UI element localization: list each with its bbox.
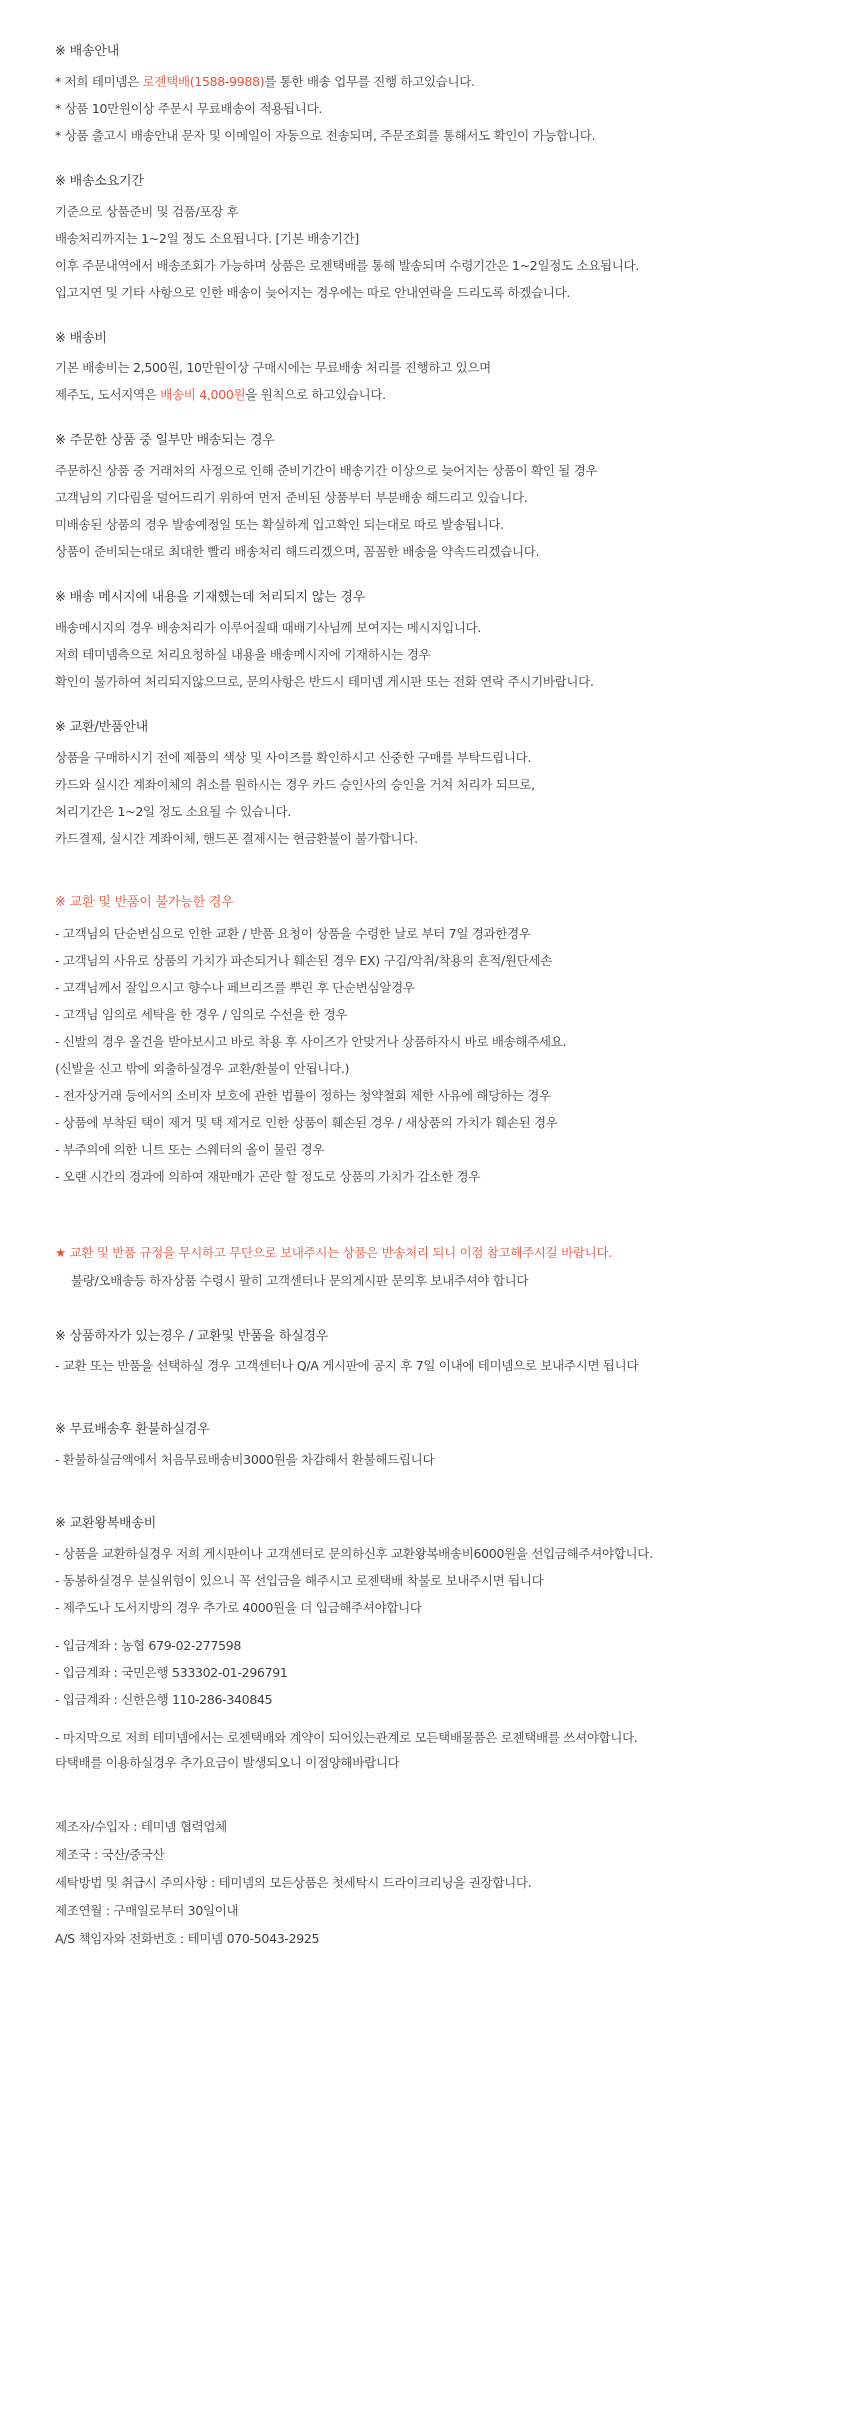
roundtrip-section: [55, 1514, 800, 1773]
product-info-footer: [55, 1817, 800, 1949]
not-allowed-item: - 고객님 임의로 세탁을 한 경우 / 임의로 수선을 한 경우: [55, 1006, 348, 1022]
closing-note: [55, 1728, 800, 1773]
section-partial_delivery: [55, 431, 800, 562]
text-run: 확인이 불가하여 처리되지않으므로, 문의사항은 반드시 테미넴 게시판 또는 전화 연락 주시기바랍니다.: [55, 673, 594, 689]
spacer: [55, 1496, 800, 1514]
spacer: [55, 1317, 800, 1327]
account-line: - 입금계좌 : 국민은행 533302-01-296791: [55, 1664, 288, 1680]
text-run: 기본 배송비는 2,500원, 10만원이상 구매시에는 무료배송 처리를 진행하고 있으며: [55, 360, 491, 376]
date-line: 제조연월 : 구매일로부터 30일이내: [55, 1902, 239, 1918]
section-line: [55, 385, 800, 405]
section-exchange_info: [55, 718, 800, 849]
section-line: [55, 256, 800, 276]
section-heading: ※ 배송소요기간: [55, 173, 144, 189]
text-run: 을 원칙으로 하고있습니다.: [245, 387, 386, 403]
highlight-text: 로젠택배(1588-9988): [142, 73, 265, 89]
section-line: [55, 358, 800, 378]
refund-line: - 환불하실금액에서 처음무료배송비3000원을 차감해서 환불해드립니다: [55, 1452, 435, 1468]
text-run: 미배송된 상품의 경우 발송예정일 또는 확실하게 입고확인 되는대로 따로 발송됩니다.: [55, 517, 504, 533]
section-line: [55, 775, 800, 795]
closing-line: 타택배를 이용하실경우 추가요금이 발생되오니 이점양해바랍니다: [55, 1754, 400, 1770]
spacer: [55, 875, 800, 893]
highlight-text: 배송비 4,000원: [160, 387, 246, 403]
care-line: 세탁방법 및 취급시 주의사항 : 테미넴의 모든상품은 첫세탁시 드라이크리닝을 권장합니다.: [55, 1874, 532, 1890]
text-run: 처리기간은 1~2일 정도 소요될 수 있습니다.: [55, 803, 291, 819]
text-run: 카드결제, 실시간 계좌이체, 핸드폰 결제시는 현금환불이 불가합니다.: [55, 830, 418, 846]
text-run: 고객님의 기다림을 덜어드리기 위하여 먼저 준비된 상품부터 부분배송 해드리고 있습니다.: [55, 490, 528, 506]
defect-section: [55, 1327, 800, 1377]
spacer: [55, 1402, 800, 1420]
section-line: [55, 283, 800, 303]
section-delivery_time: [55, 172, 800, 303]
warning-subline: 불량/오배송등 하자상품 수령시 팔히 고객센터나 문의게시판 문의후 보내주셔야 합니다: [71, 1272, 529, 1288]
section-heading: ※ 배송 메시지에 내용을 기재했는데 처리되지 않는 경우: [55, 590, 366, 606]
as-contact-line: A/S 책임자와 전화번호 : 테미넴 070-5043-2925: [55, 1930, 320, 1946]
text-run: * 상품 10만원이상 주문시 무료배송이 적용됩니다.: [55, 100, 323, 116]
section-delivery_message: [55, 588, 800, 692]
text-run: 를 통한 배송 업무를 진행 하고있습니다.: [264, 73, 475, 89]
not-allowed-item: - 고객님께서 잘입으시고 향수나 페브리즈를 뿌린 후 단순변심알경우: [55, 979, 415, 995]
not-allowed-item: - 고객님의 단순변심으로 인한 교환 / 반품 요청이 상품을 수령한 날로 부터 7일 경과한경우: [55, 925, 531, 941]
text-run: * 저희 테미넴은: [55, 73, 143, 89]
not-allowed-item: - 전자상거래 등에서의 소비자 보호에 관한 법률이 정하는 청약철회 제한 사유에 해당하는 경우: [55, 1087, 551, 1103]
not-allowed-heading: ※ 교환 및 반품이 불가능한 경우: [55, 894, 234, 910]
section-delivery_fee: [55, 329, 800, 406]
section-line: [55, 72, 800, 92]
section-heading: ※ 교환/반품안내: [55, 719, 148, 735]
section-line: [55, 202, 800, 222]
roundtrip-line: - 제주도나 도서지방의 경우 추가로 4000원을 더 입금해주셔야합니다: [55, 1599, 422, 1615]
section-heading: ※ 배송안내: [55, 44, 120, 59]
warning-section: [55, 1243, 800, 1291]
section-line: [55, 748, 800, 768]
section-heading: ※ 배송비: [55, 330, 107, 346]
not-allowed-item: - 오랜 시간의 경과에 의하여 재판매가 곤란 할 정도로 상품의 가치가 감소한 경우: [55, 1168, 481, 1184]
policy-sections: [55, 42, 800, 849]
section-line: [55, 126, 800, 146]
account-list: [55, 1636, 800, 1710]
section-line: [55, 229, 800, 249]
refund-heading: ※ 무료배송후 환불하실경우: [55, 1422, 210, 1438]
text-run: 제주도, 도서지역은: [55, 387, 161, 403]
not-allowed-item: - 신발의 경우 올건을 받아보시고 바로 착용 후 사이즈가 안맞거나 상품하자시 바로 배송해주세요.: [55, 1033, 567, 1049]
account-line: - 입금계좌 : 신한은행 110-286-340845: [55, 1691, 273, 1707]
manufacturer-line: 제조자/수입자 : 테미넴 협력업체: [55, 1818, 227, 1834]
section-line: [55, 515, 800, 535]
text-run: 이후 주문내역에서 배송조회가 가능하며 상품은 로젠택배를 통해 발송되며 수령기간은 1~2일정도 소요됩니다.: [55, 257, 639, 273]
country-line: 제조국 : 국산/중국산: [55, 1846, 165, 1862]
section-line: [55, 802, 800, 822]
text-run: 입고지연 및 기타 사항으로 인한 배송이 늦어지는 경우에는 따로 안내연락을 드리도록 하겠습니다.: [55, 284, 571, 300]
spacer: [55, 1213, 800, 1243]
text-run: 주문하신 상품 중 거래처의 사정으로 인해 준비기간이 배송기간 이상으로 늦어지는 상품이 확인 될 경우: [55, 463, 598, 479]
spacer: [55, 1799, 800, 1817]
roundtrip-heading: ※ 교환왕복배송비: [55, 1516, 157, 1532]
text-run: 저희 테미넴측으로 처리요청하실 내용을 배송메시지에 기재하시는 경우: [55, 646, 431, 662]
not-allowed-section: [55, 893, 800, 1187]
warning-headline: ★ 교환 및 반품 규정을 무시하고 무단으로 보내주시는 상품은 반송처리 되니 이점 참고해주시길 바랍니다.: [55, 1244, 612, 1260]
section-line: [55, 488, 800, 508]
not-allowed-item: - 부주의에 의한 니트 또는 스웨터의 올이 물린 경우: [55, 1141, 325, 1157]
roundtrip-line: - 동봉하실경우 분실위험이 있으니 꼭 선입금을 해주시고 로젠택배 착불로 보내주시면 됩니다: [55, 1572, 544, 1588]
section-line: [55, 645, 800, 665]
text-run: 기준으로 상품준비 및 검품/포장 후: [55, 203, 239, 219]
not-allowed-list: [55, 924, 800, 1187]
section-line: [55, 829, 800, 849]
text-run: * 상품 출고시 배송안내 문자 및 이메일이 자동으로 전송되며, 주문조회를 통해서도 확인이 가능합니다.: [55, 127, 596, 143]
not-allowed-item: - 상품에 부착된 택이 제거 및 택 제거로 인한 상품이 훼손된 경우 / 새상품의 가치가 훼손된 경우: [55, 1114, 558, 1130]
section-line: [55, 542, 800, 562]
text-run: 상품이 준비되는대로 최대한 빨리 배송처리 해드리겠으며, 꼼꼼한 배송을 약속드리겠습니다.: [55, 544, 540, 560]
section-delivery_info: [55, 42, 800, 146]
not-allowed-item: - 고객님의 사유로 상품의 가치가 파손되거나 훼손된 경우 EX) 구김/악취/착용의 흔적/원단세손: [55, 952, 553, 968]
text-run: 배송메시지의 경우 배송처리가 이루어질때 때배기사님께 보여지는 메시지입니다.: [55, 619, 482, 635]
text-run: 상품을 구매하시기 전에 제품의 색상 및 사이즈를 확인하시고 신중한 구매를 부탁드립니다.: [55, 749, 532, 765]
defect-heading: ※ 상품하자가 있는경우 / 교환및 반품을 하실경우: [55, 1328, 329, 1344]
refund-section: [55, 1420, 800, 1470]
section-line: [55, 618, 800, 638]
closing-line: - 마지막으로 저희 테미넴에서는 로젠택배와 계약이 되어있는관계로 모든택배물품은 로젠택배를 쓰셔야합니다.: [55, 1729, 638, 1745]
section-line: [55, 461, 800, 481]
text-run: 카드와 실시간 계좌이체의 취소를 원하시는 경우 카드 승인사의 승인을 거쳐 처리가 되므로,: [55, 776, 535, 792]
section-heading: ※ 주문한 상품 중 일부만 배송되는 경우: [55, 433, 275, 449]
not-allowed-item: (신발을 신고 밖에 외출하실경우 교환/환불이 안됩니다.): [55, 1060, 350, 1076]
roundtrip-line: - 상품을 교환하실경우 저희 게시판이나 고객센터로 문의하신후 교환왕복배송비6000원을 선입금해주셔야합니다.: [55, 1545, 653, 1561]
section-line: [55, 99, 800, 119]
text-run: 배송처리까지는 1~2일 정도 소요됩니다. [기본 배송기간]: [55, 230, 359, 246]
account-line: - 입금계좌 : 농협 679-02-277598: [55, 1637, 242, 1653]
section-line: [55, 672, 800, 692]
defect-line: - 교환 또는 반품을 선택하실 경우 고객센터나 Q/A 게시판에 공지 후 7일 이내에 테미넴으로 보내주시면 됩니다: [55, 1358, 639, 1374]
